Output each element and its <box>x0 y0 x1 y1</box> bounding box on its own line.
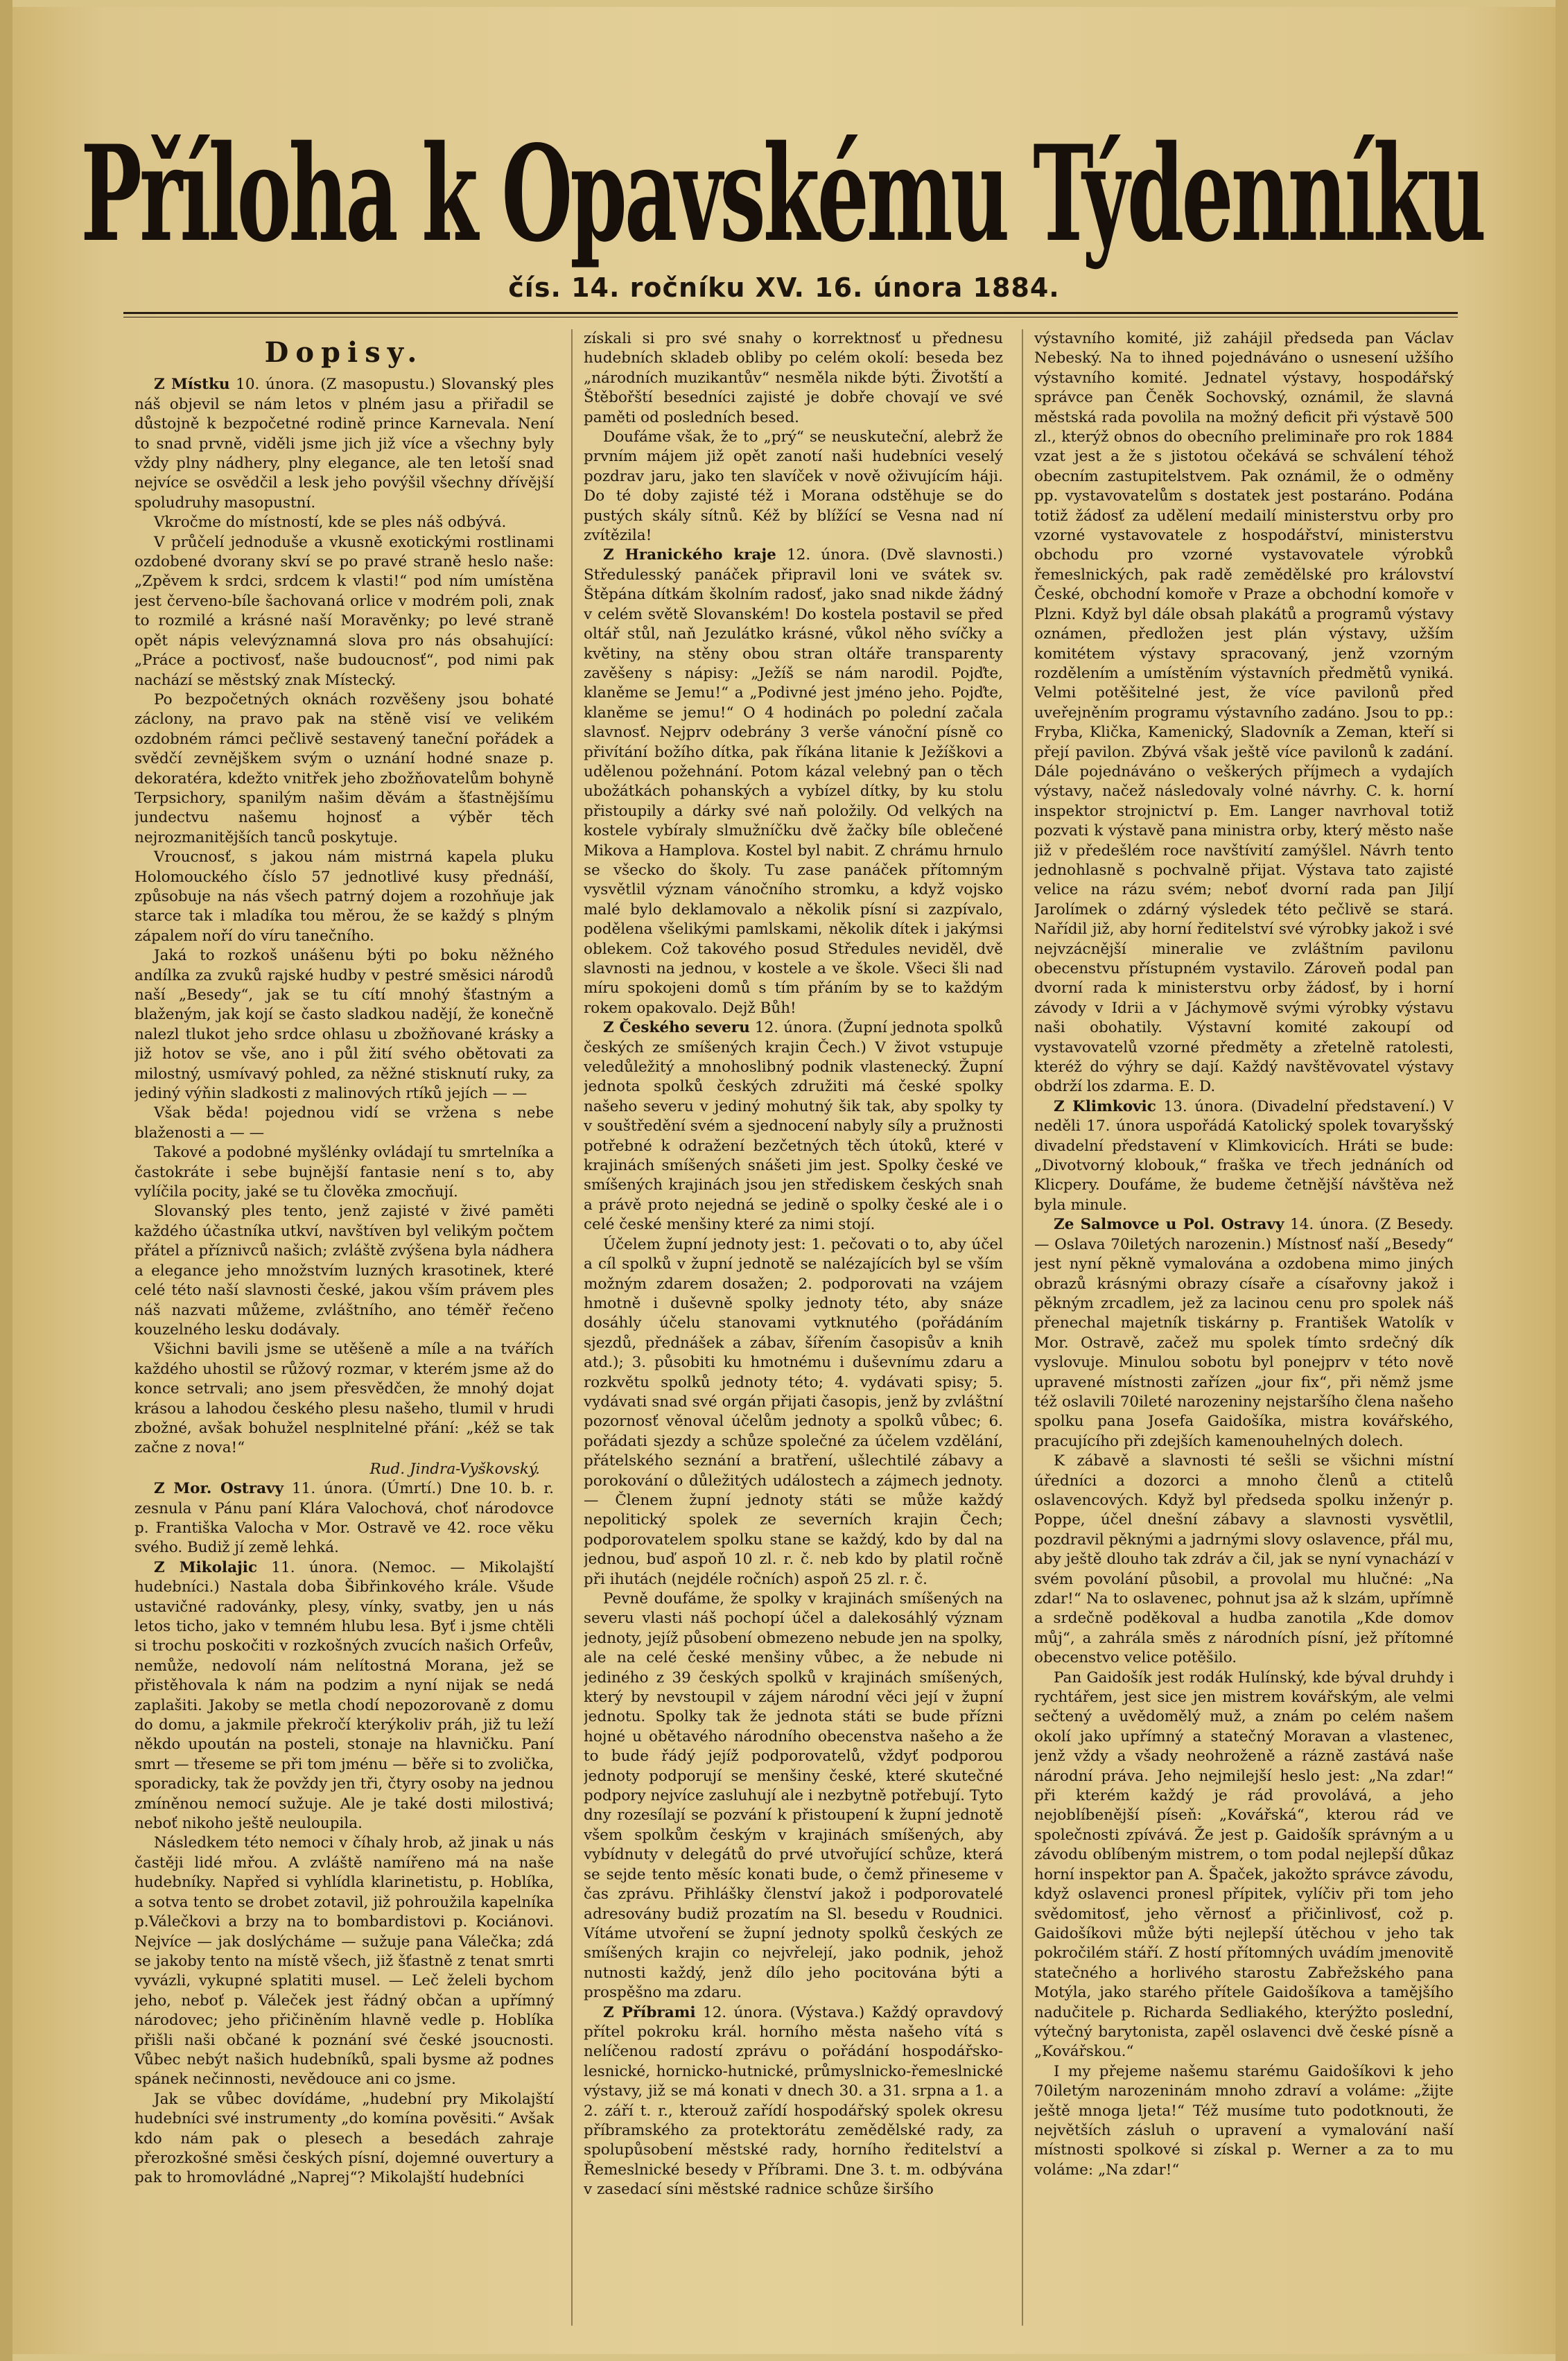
article-paragraph <box>584 329 1003 428</box>
paragraph-text: Vroucnosť, s jakou nám mistrná kapela pluku Holomouckého číslo 57 jednotlivé kusy přednáší, způsobuje na nás všech patrný dojem a rozohňuje jak starce tak i mladíka tou měrou, že se každý s plným zápalem noří do víru tanečního. <box>134 848 554 945</box>
article-paragraph <box>584 1235 1003 1589</box>
article-paragraph-dateline <box>584 546 1003 1018</box>
paragraph-text: 10. února. (Z masopustu.) Slovanský ples náš objevil se nám letos v plném jasu a přiřadil se důstojně k bezpočetné rodině prince Karnevala. Není to snad prvně, viděli jsme jich již více a všechny byly vždy plny nádhery, plny elegance, ale ten letoší snad nejvíce se osvědčil a lesk jeho povýšil všechny dřívější spoludruhy masopustní. <box>134 376 554 512</box>
paragraph-text: I my přejeme našemu starému Gaidošíkovi k jeho 70iletým narozeninám mnoho zdraví a voláme: „žijte ještě mnoga ljeta!“ Též musíme tuto podotknouti, že největších zásluh o upravení a vymalování naší místnosti spolkové si získal p. Werner a za to mu voláme: „Na zdar!“ <box>1034 2062 1454 2179</box>
article-paragraph <box>134 1340 554 1458</box>
column-3-body <box>1034 329 1454 2180</box>
dateline-place: Z Mikolajic <box>154 1558 258 1576</box>
paragraph-text: 12. února. (Župní jednota spolků českých ze smíšených krajin Čech.) V život vstupuje veledůležitý a mnohoslibný podnik vlastenecký. Župní jednota spolků českých združiti má české spolky našeho severu v jediný mohutný šik tak, aby spolky ty v souštředění svém a sjednocení nabyly síly a pružnosti potřebné k odražení bezčetných těch útoků, které v krajinách smíšených snášeti jim jest. Spolky české ve smíšených krajinách jsou jen střediskem českých snah a právě proto nejedná se jedině o spolky české ale i o celé české menšiny které za nimi stojí. <box>584 1019 1003 1234</box>
article-paragraph <box>1034 1452 1454 1668</box>
paragraph-text: Následkem této nemoci v číhaly hrob, až jinak u nás častěji lidé mřou. A zvláště namířeno má na naše hudebníky. Napřed si vyhlídla klarinetistu, p. Hoblíka, a sotva tento se drobet zotavil, již pohroužila kapelníka p.Válečkovi a brzy na to bombardistovi p. Kociánovi. Nejvíce — jak doslýcháme — sužuje pana Válečka; zdá se jakoby tento na místě všech, již šťastně z tenat smrti vyvázli, vykupné splatiti musel. — Leč želeli bychom jeho, neboť p. Váleček jest řádný občan a upřímný národovec; jeho přičiněním hlavně vedle p. Hoblíka přišli naši občané k poznání své české jsoucnosti. Vůbec nebýt našich hudebníků, spali bysme až podnes spánek nečinnosti, nevědouce ani co jsme. <box>134 1834 554 2089</box>
paragraph-text: 14. února. (Z Besedy. — Oslava 70iletých narozenin.) Místnosť naší „Besedy“ jest nyní pěkně vymalována a ozdobena mimo jiných obrazů krásnými obrazy císaře a císařovny jakož i pěkným zrcadlem, jež za lacinou cenu pro spolek náš přenechal majetník tiskárny p. František Watolík v Mor. Ostravě, začež mu spolek tímto srdečný dík vyslovuje. Minulou sobotu byl ponejprv v této nově upravené místnosti zařízen „jour fix“, při němž jsme též oslavili 70ileté narozeniny nejstaršího člena našeho spolku pana Josefa Gaidošíka, mistra kovářského, pracujícího při zdejších kamenouhelných dolech. <box>1034 1216 1454 1450</box>
paragraph-text: Účelem župní jednoty jest: 1. pečovati o to, aby účel a cíl spolků v župní jednotě se nalézajících byl se vším možným zdarem dosažen; 2. podporovati na vzájem hmotně i duševně spolky jednoty této, aby snáze dosáhly účelu stanovami vytknutého (pořádáním sjezdů, přednášek a zábav, šířením časopisův a knih atd.); 3. působiti ku hmotnému i duševnímu zdaru a rozkvětu spolků jednoty této; 4. vydávati spisy; 5. vydávati snad své orgán přijati časopis, jenž by zvláštní pozornosť věnoval účelům jednoty a spolků vůbec; 6. pořádati sjezdy a schůze společné za účelem vzdělání, přátelského seznání a bratření, ušlechtilé zábavy a porokování o důležitých událostech a zájmech jednoty. — Členem župní jednoty státi se může každý nepolitický spolek ze severních krajin Čech; podporovatelem spolku stane se každý, kdo by dal na jednou, buď aspoň 10 zl. r. č. neb kdo by platil ročně při ihutách (nejdéle ročních) aspoň 25 zl. r. č. <box>584 1235 1003 1588</box>
paragraph-text: 12. února. (Výstava.) Každý opravdový přítel pokroku král. horního města našeho vítá s nelíčenou radostí zprávu o pořádání hospodářsko-lesnické, hornicko-hutnické, průmyslnicko-řemeslnické výstavy, již se má konati v dnech 30. a 31. srpna a 1. a 2. září t. r., kterouž zařídí hospodářský spolek okresu příbramského za protektorátu zemědělské rady, za spolupůsobení městské rady, horního ředitelství a Řemeslnické besedy v Příbrami. Dne 3. t. m. odbývána v zasedací síni městské radnice schůze širšího <box>584 2003 1003 2199</box>
article-paragraph-dateline <box>1034 1215 1454 1452</box>
article-paragraph <box>134 1104 554 1143</box>
article-paragraph-dateline <box>584 1018 1003 1235</box>
article-paragraph <box>134 1833 554 2089</box>
paragraph-text: Pevně doufáme, že spolky v krajinách smíšených na severu vlasti náš pochopí účel a dalekosáhlý význam jednoty, jejíž působení obmezeno nebude jen na spolky, ale na celé české menšiny vůbec, a že nebude ni jediného z 39 českých spolků v krajinách smíšených, který by nevstoupil v zájem národní věci její v župní jednotu. Spolky tak že jednota státi se bude přízni hojné u obětavého národního obecenstva našeho a že to bude řádý jejíž podporovatelů, vždyť podporou jednoty podporují se menšiny české, které skutečné podpory nejvíce zasluhují ale i nezbytně potřebují. Tyto dny rozesílají se pozvání k přistoupení k župní jednotě všem spolkům českým v krajinách smíšených, aby vybídnuty v delegátů do prvé utvořující schůze, která se sejde tento měsíc konati bude, o čemž přineseme v čas zprávu. Přihlášky členství jakož i podporovatelé adresovány budiž prozatím na Sl. besedu v Roudnici. Vítáme utvoření se župní jednoty spolků českých ze smíšených krajin co nejvřelejí, jako podnik, jehož nutnosti každý, jenž dílo jeho pocitována býti a prospěšno ma zdaru. <box>584 1590 1003 2002</box>
article-paragraph <box>1034 1669 1454 2062</box>
section-title: Dopisy. <box>264 336 424 369</box>
article-paragraph <box>584 428 1003 546</box>
paragraph-text: 13. února. (Divadelní představení.) V neděli 17. února uspořádá Katolický spolek tovaryšský divadelní představení v Klimkovicích. Hráti se bude: „Divotvorný klobouk,“ fraška ve třech jednáních od Klicpery. Doufáme, že budeme četnější návštěva než byla minule. <box>1034 1097 1454 1214</box>
paragraph-text: V průčelí jednoduše a vkusně exotickými rostlinami ozdobené dvorany skví se po pravé straně heslo naše: „Zpěvem k srdci, srdcem k vlasti!“ pod ním umístěna jest červeno-bíle šachovaná orlice v modrém poli, znak to rozmilé a krásné naší Moravěnky; po levé straně opět nápis velevýznamná slova pro nás obsahující: „Práce a poctivosť, naše budoucnosť“, pod nimi pak nachází se městský znak Místecký. <box>134 533 554 689</box>
paragraph-text: Jaká to rozkoš unášenu býti po boku něžného andílka za zvuků rajské hudby v pestré směsici národů naší „Besedy“, jak se tu cítí mnohý šťastným a blaženým, jak kojí se často sladkou nadějí, že konečně nalezl tlukot jeho srdce ohlasu u zbožňované krásky a již hotov se vše, ano i půl žití svého obětovati za milostný, usmívavý pohled, za něžné stisknutí ruky, za jediný výňin sladkosti z malinových rtíků jejích — — <box>134 947 554 1103</box>
column-divider-1 <box>571 329 573 2326</box>
article-paragraph <box>134 533 554 690</box>
dateline-place: Z Hranického kraje <box>603 546 776 564</box>
issue-line: čís. 14. ročníku XV. 16. února 1884. <box>508 272 1060 303</box>
article-paragraph <box>1034 2062 1454 2180</box>
masthead-title: Příloha k Opavskému Týdenníku <box>80 116 1484 271</box>
article-paragraph <box>584 1589 1003 2003</box>
masthead <box>80 107 1484 271</box>
article-paragraph <box>134 848 554 946</box>
page-edge-left <box>0 0 12 2361</box>
column-divider-2 <box>1022 329 1023 2326</box>
dateline-place: Ze Salmovce u Pol. Ostravy <box>1054 1216 1284 1234</box>
paragraph-text: výstavního komité, již zahájil předseda pan Václav Nebeský. Na to ihned pojednáváno o usnesení užšího výstavního komité. Jednatel výstavy, hospodářský správce pan Čeněk Sochovský, oznámil, že slavná městská rada povolila na možný deficit při výstavě 500 zl., kterýž obnos do obecního preliminaře pro rok 1884 vzat jest a že s jistotou očekává se schválení téhož obecním zastupitelstvem. Pak oznámil, že o odměny pp. vystavovatelům s dostatek jest postaráno. Podána totiž žádosť za udělení medailí ministerstvu orby pro vzorné vystavovatele z hospodářství, ministerstvu obchodu pro vzorné vystavovatele výrobků řemeslnických, pak radě zemědělské pro království České, obchodní komoře v Praze a obchodní komoře v Plzni. Když byl dále obsah plakátů a programů výstavy oznámen, předložen jest plán výstavy, užším komitétem výstavy spracovaný, jenž vzorným rozdělením a umístěním výstavních předmětů vyniká. Velmi potěšitelné jest, že více pavilonů před uveřejněním programu výstavního zadáno. Jsou to pp.: Fryba, Klička, Kamenický, Sladovník a Zeman, kteří si přejí pavilon. Zbývá však ještě více pavilonů k zadání. Dále pojednáváno o veškerých příjmech a vydajích výstavy, načež následovaly volné návrhy. C. k. horní inspektor strojnictví p. Em. Langer navrhoval totiž pozvati k výstavě pana ministra orby, který město naše již v předešlém roce navštívití zamýšlel. Návrh tento jednohlasně s pochvalně přijat. Výstava tato zajisté velice na rázu svém; neboť dvorní rada pan Jiljí Jarolímek o zdárný výsledek této pečlivě se stará. Nařídil již, aby horní ředitelství své výrobky jakož i své nejvzácnější mineralie ve zvláštním pavilonu obecenstvu přístupném vystavilo. Zároveň podal pan dvorní rada k ministerstvu orby žádosť, by i horní závody v Idrii a v Jáchymově svými výrobky výstavu naši obohatily. Výstavní komité zakoupí od vystavovatelů vzorné předměty a zřetelně ratolesti, kteréž do výhry se dají. Každý navštěvovatel výstavy obdrží los zdarma. E. D. <box>1034 330 1454 1096</box>
newspaper-page <box>12 7 1556 2354</box>
column-2 <box>584 329 1003 2326</box>
dateline-place: Z Klimkovic <box>1054 1097 1156 1115</box>
paragraph-text: 11. února. (Úmrtí.) Dne 10. b. r. zesnula v Pánu paní Klára Valochová, choť národovce p. Františka Valocha v Mor. Ostravě ve 42. roce věku svého. Budiž jí země lehká. <box>134 1480 554 1557</box>
column-1 <box>134 329 554 2326</box>
paragraph-text: Doufáme však, že to „prý“ se neuskuteční, alebrž že prvním májem již opět zanotí naši hudebníci veselý pozdrav jaru, jako ten slavíček v nově oživujícím háji. Do té doby zajisté též i Morana odstěhuje se do pustých skály sítnů. Kéž by blížící se Vesna nad ní zvítězila! <box>584 428 1003 545</box>
article-paragraph-dateline <box>1034 1097 1454 1215</box>
article-paragraph <box>134 690 554 848</box>
article-paragraph-dateline <box>134 1558 554 1834</box>
article-paragraph-dateline <box>584 2003 1003 2200</box>
article-paragraph-dateline <box>134 1479 554 1558</box>
column-1-body <box>134 375 554 2188</box>
paragraph-text: získali si pro své snahy o korrektnosť u přednesu hudebních skladeb obliby po celém okolí: beseda bez „národních muzikantův“ nesměla nikde býti. Životští a Štěbořští besedníci zajisté je dobře chovají ve své paměti od posledních besed. <box>584 330 1003 426</box>
article-paragraph <box>134 2090 554 2188</box>
article-paragraph <box>134 513 554 532</box>
paragraph-text: Vkročme do místností, kde se ples náš odbývá. <box>154 514 507 532</box>
article-paragraph <box>134 1143 554 1202</box>
article-signature: Rud. Jindra-Vyškovský. <box>369 1460 540 1478</box>
header-rule <box>123 312 1458 314</box>
paragraph-text: Po bezpočetných oknách rozvěšeny jsou bohaté záclony, na pravo pak na stěně visí ve velikém ozdobném rámci pečlivě sestavený taneční pořádek a svědčí zevnějškem svým o uznání hodné snaze p. dekoratéra, kdežto vnitřek jeho zbožňovatelům bohyně Terpsichory, spanilým našim děvám a šťastnějšímu jundectvu našemu hojnosť a výběr těch nejrozmanitějších tanců poskytuje. <box>134 690 554 846</box>
paragraph-text: Jak se vůbec dovídáme, „hudební pry Mikolajští hudebníci své instrumenty „do komína pověsiti.“ Avšak kdo nám pak o plesech a besedách zahraje přerozkošné směsi českých písní, dojemné ouvertury a pak to hromovládné „Naprej“? Mikolajští hudebníci <box>134 2090 554 2187</box>
paragraph-text: 11. února. (Nemoc. — Mikolajští hudebníci.) Nastala doba Šibřinkového krále. Všude ustavičné radovánky, plesy, vínky, svatby, jen u nás letos ticho, jako v temném hlubu lesa. Byť i jsme chtěli si trochu poskočiti v rozkošných zvucích našich Orfeův, nemůže, nedovolí nám nelítostná Morana, jež se přistěhovala k nám na podzim a nyní nijak se nedá zaplašiti. Jakoby se metla chodí nepozorovaně z domu do domu, a jakmile překročí kterýkoliv práh, již tu leží někdo upoután na posteli, stonaje na hlavničku. Paní smrt — třeseme se při tom jménu — běře si to zvolička, sporadicky, tak že povždy jen tři, čtyry osoby na jednou zmíněnou nemocí sužuje. Ale je také dosti milostivá; neboť nikoho ještě neuloupila. <box>134 1558 554 1833</box>
article-paragraph <box>1034 329 1454 1097</box>
page-edge-right <box>1556 0 1568 2361</box>
dateline-place: Z Mor. Ostravy <box>154 1480 284 1498</box>
dateline-place: Z Příbrami <box>603 2003 696 2021</box>
paragraph-text: Slovanský ples tento, jenž zajisté v živé paměti každého účastníka utkví, navštíven byl velikým počtem přátel a příznivců našich; zvláště zvýšena byla nádhera a elegance jeho množstvím luzných krasotinek, které celé této naší slavnosti české, jakou vším právem ples náš nazvati můžeme, zvláštního, ano téměř řečeno kouzelného lesku dodávaly. <box>134 1203 554 1339</box>
article-paragraph-dateline <box>134 375 554 513</box>
paragraph-text: Pan Gaidošík jest rodák Hulínský, kde býval druhdy i rychtářem, jest sice jen mistrem kovářským, ale velmi sečtený a uvědomělý muž, a znám po celém našem okolí jako upřímný a statečný Moravan a vlastenec, jenž vždy a všady neohroženě a rázně zastává naše národní práva. Jeho nejmilejší heslo jest: „Na zdar!“ při kterém každý je rád provolává, a jeho nejoblíbenější píseň: „Kovářská“, kterou rád ve společnosti zpívává. Že jest p. Gaidošík správným a u závodu oblíbeným mistrem, o tom podal nejlepší důkaz horní inspektor pan A. Špaček, jakožto správce závodu, když oslavenci pronesl přípitek, vylíčiv při tom jeho svědomitosť, jeho věrnosť a přičinlivosť, což p. Gaidošíkovi může býti nejlepší útěchou v jeho tak pokročilém stáří. Z hostí přítomných uvádím jmenovitě statečného a horlivého starostu Zabřežského pana Motýla, jako starého přítele Gaidošíkova a tamějšího nadučitele p. Richarda Sedliakého, kterýžto poslední, výtečný barytonista, zapěl oslavenci dvě české písně a „Kovářskou.“ <box>1034 1669 1454 2061</box>
paragraph-text: Takové a podobné myšlénky ovládají tu smrtelníka a častokráte i sebe bujnější fantasie není s to, aby vylíčila pocity, jaké se tu člověka zmocňují. <box>134 1144 554 1201</box>
paragraph-text: Však běda! pojednou vidí se vržena s nebe blaženosti a — — <box>134 1104 554 1142</box>
dateline-place: Z Českého severu <box>603 1019 750 1037</box>
paragraph-text: Všichni bavili jsme se utěšeně a míle a na tvářích každého uhostil se růžový rozmar, v kterém jsme až do konce setrvali; ano jsem přesvědčen, že mnohý dojat krásou a lahodou českého plesu našeho, tlumil v hrudi zbožné, avšak bohužel nesplnitelné přání: „kéž se tak začne z nova!“ <box>134 1341 554 1457</box>
paragraph-text: K zábavě a slavnosti té sešli se všichni místní úředníci a dozorci a mnoho členů a ctitelů oslavencových. Když byl předseda spolku inženýr p. Poppe, účel dnešní zábavy a slavnosti vysvětlil, pozdravil pěknými a jadrnými slovy oslavence, přál mu, aby ještě dlouho tak zdráv a čil, jak se nyní vynachází v svém povolání působil, a provolal mu hlučné: „Na zdar!“ Na to oslavenec, pohnut jsa až k slzám, upřímně a srdečně poděkoval a hudba zanotila „Kde domov můj“, a zahrála směs z národních písní, jež přítomné obecenstvo velice potěšilo. <box>1034 1452 1454 1667</box>
paragraph-text: 12. února. (Dvě slavnosti.) Středulesský panáček připravil loni ve svátek sv. Štěpána dítkám školním radosť, jako snad nikde žádný v celém světě Slovanském! Do kostela postavil se před oltář stůl, naň Jezulátko krásné, vůkol něho svíčky a květiny, na stěny obou stran oltáře transparenty zavěšeny s nápisy: „Ježíš se nám narodil. Pojďte, klaněme se Jemu!“ a „Podivné jest jméno jeho. Pojďte, klaněme se jemu!“ O 4 hodinách po polední začala slavnosť. Nejprv odebrány 3 verše vánoční písně co přivítání božího dítka, pak říkána litanie k Ježíškovi a udělenou požehnání. Potom kázal velebný pan o těch ubožátkách pohanských a vybízel dítky, by ku stolu přistoupily a dárky své naň položily. Od velkých na kostele vybíraly slmužníčku dvě žačky bíle oblečené Mikova a Hamplova. Kostel byl nabit. Z chrámu hrnulo se všecko do školy. Tu zase panáček přítomným vysvětlil význam vánočního stromku, a když vojsko malé bylo deklamovalo a několik písní si zazpívalo, podělena všelikými pamlskami, několik dítek i jakýmsi oblekem. Což takového posud Středules neviděl, dvě slavnosti na jednou, v kostele a ve škole. Všeci šli nad míru spokojeni domů s tím přáním by se to každým rokem opakovalo. Dejž Bůh! <box>584 546 1003 1017</box>
article-paragraph <box>134 1202 554 1340</box>
dateline-place: Z Místku <box>154 376 230 394</box>
article-paragraph <box>134 946 554 1104</box>
column-2-body <box>584 329 1003 2200</box>
column-3 <box>1034 329 1454 2326</box>
